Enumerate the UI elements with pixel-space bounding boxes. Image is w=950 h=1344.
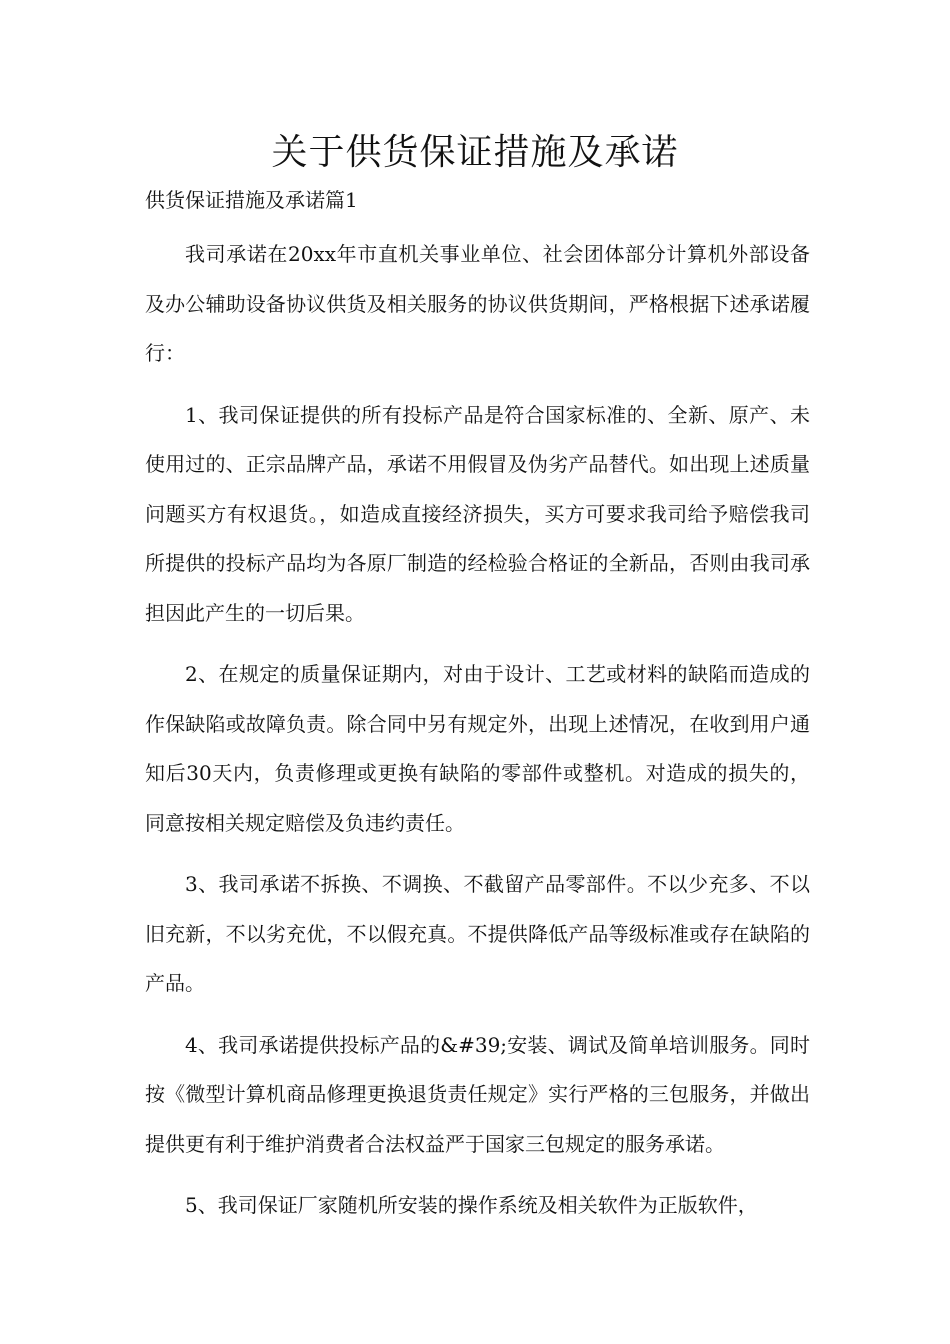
paragraph-item-2: 2、在规定的质量保证期内，对由于设计、工艺或材料的缺陷而造成的作保缺陷或故障负责。除合同中另有规定外，出现上述情况，在收到用户通知后30天内，负责修理或更换有缺陷的零部件或整机。对造成的损失的，同意按相关规定赔偿及负违约责任。 [145,662,810,835]
paragraph-item-5: 5、我司保证厂家随机所安装的操作系统及相关软件为正版软件， [185,1193,758,1217]
document-title: 关于供货保证措施及承诺 [271,132,679,173]
paragraph-item-3: 3、我司承诺不拆换、不调换、不截留产品零部件。不以少充多、不以旧充新，不以劣充优，不以假充真。不提供降低产品等级标准或存在缺陷的产品。 [145,872,810,995]
document-subtitle: 供货保证措施及承诺篇1 [145,188,358,212]
paragraph-intro: 我司承诺在20xx年市直机关事业单位、社会团体部分计算机外部设备及办公辅助设备协议供货及相关服务的协议供货期间，严格根据下述承诺履行： [145,242,810,365]
paragraph-item-1: 1、我司保证提供的所有投标产品是符合国家标准的、全新、原产、未使用过的、正宗品牌产品，承诺不用假冒及伪劣产品替代。如出现上述质量问题买方有权退货。，如造成直接经济损失，买方可要求我司给予赔偿我司所提供的投标产品均为各原厂制造的经检验合格证的全新品，否则由我司承担因此产生的一切后果。 [145,402,810,625]
paragraph-item-4: 4、我司承诺提供投标产品的&#39;安装、调试及简单培训服务。同时按《微型计算机商品修理更换退货责任规定》实行严格的三包服务，并做出提供更有利于维护消费者合法权益严于国家三包规定的服务承诺。 [145,1032,810,1156]
document-body [145,230,810,1243]
